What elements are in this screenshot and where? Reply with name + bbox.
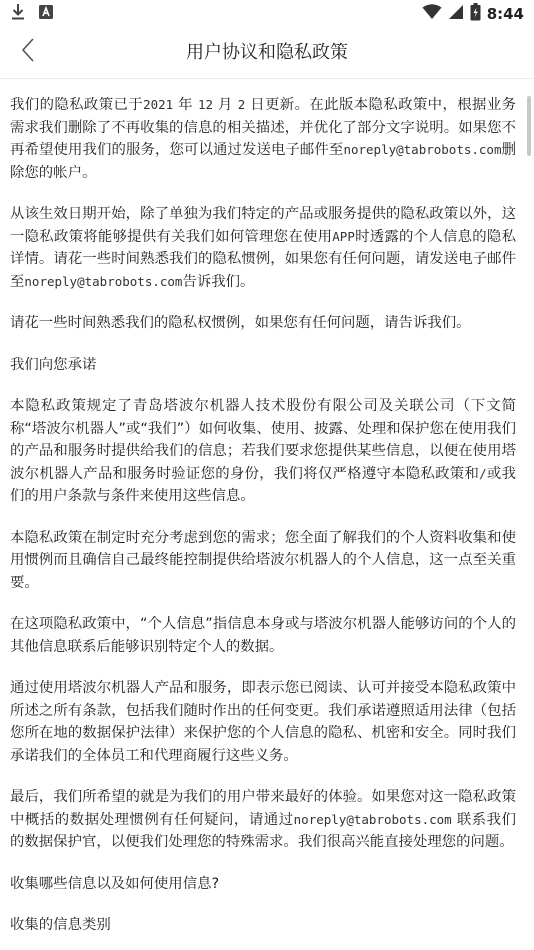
policy-paragraph-scope — [10, 395, 516, 508]
policy-paragraph-update — [10, 94, 516, 184]
status-bar — [0, 0, 534, 28]
text-segment: 删除您的帐户。 — [10, 142, 516, 181]
policy-heading-collection: 收集哪些信息以及如何使用信息? — [10, 875, 220, 892]
text-segment: 或我们的用户条款与条件来使用这些信息。 — [10, 465, 516, 504]
notification-a-icon — [38, 4, 54, 24]
scrollbar-thumb[interactable] — [527, 96, 531, 156]
status-bar-left — [10, 3, 54, 25]
policy-heading-categories: 收集的信息类别 — [10, 917, 111, 933]
update-month: 12 — [197, 97, 213, 112]
policy-content[interactable] — [10, 78, 516, 950]
policy-paragraph-contact — [10, 786, 516, 854]
text-segment: 时透露的个人信息的隐私详情。请花一些时间熟悉我们的隐私惯例，如果您有任何问题，请发送电子邮件至 — [10, 228, 516, 290]
wifi-icon — [422, 4, 442, 24]
email-link[interactable]: noreply@tabrobots.com — [343, 142, 502, 157]
month-label: 月 — [213, 97, 238, 113]
chevron-left-icon — [20, 37, 36, 67]
year-label: 年 — [173, 97, 198, 113]
text-segment: 日更新。在此版本隐私政策中，根据业务需求我们删除了不再收集的信息的相关描述，并优化了部分文字说明。如果您不再希望使用我们的服务，您可以通过发送电子邮件至 — [10, 97, 516, 158]
clock-time: 8:44 — [486, 5, 524, 23]
text-segment: 我们的隐私政策已于 — [10, 97, 144, 113]
app-text: APP — [332, 228, 355, 244]
page-title: 用户协议和隐私政策 — [186, 42, 348, 63]
back-button[interactable] — [6, 30, 50, 74]
policy-paragraph-effective-date — [10, 203, 516, 293]
policy-paragraph-questions: 请花一些时间熟悉我们的隐私权惯例，如果您有任何问题，请告诉我们。 — [10, 315, 471, 331]
text-segment: 最后，我们所希望的就是为我们的用户带来最好的体验。如果您对这一隐私政策中概括的数据处理惯例有任何疑问，请通过 — [10, 789, 516, 828]
email-link[interactable]: noreply@tabrobots.com — [293, 811, 452, 827]
download-icon — [10, 3, 26, 25]
update-year: 2021 — [143, 97, 174, 112]
policy-paragraph-needs: 本隐私政策在制定时充分考虑到您的需求；您全面了解我们的个人资料收集和使用惯例而且确信自己最终能控制提供给塔波尔机器人的个人信息，这一点至关重要。 — [10, 529, 516, 591]
update-day: 2 — [237, 97, 246, 112]
signal-icon — [448, 4, 464, 24]
policy-paragraph-acceptance: 通过使用塔波尔机器人产品和服务，即表示您已阅读、认可并接受本隐私政策中所述之所有条款，包括我们随时作出的任何变更。我们承诺遵照适用法律（包括您所在地的数据保护法律）来保护您的个人信息的隐私、机密和安全。同时我们承诺我们的全体员工和代理商履行这些义务。 — [10, 680, 516, 764]
policy-paragraph-definition: 在这项隐私政策中，“个人信息”指信息本身或与塔波尔机器人能够访问的个人的其他信息联系后能够识别特定个人的数据。 — [10, 616, 516, 655]
text-segment: 联系我们的数据保护官，以便我们处理您的特殊需求。我们很高兴能直接处理您的问题。 — [10, 811, 516, 850]
text-segment: 告诉我们。 — [182, 273, 255, 290]
nav-bar — [0, 28, 534, 79]
text-segment: 从该生效日期开始，除了单独为我们特定的产品或服务提供的隐私政策以外，这一隐私政策将能够提供有关我们如何管理您在使用 — [10, 206, 516, 245]
policy-heading-commitment: 我们向您承诺 — [10, 356, 97, 373]
status-bar-right — [422, 3, 524, 25]
email-link[interactable]: noreply@tabrobots.com — [24, 273, 183, 289]
text-segment: 本隐私政策规定了青岛塔波尔机器人技术股份有限公司及关联公司（下文简称“塔波尔机器人”或“我们”）如何收集、使用、披露、处理和保护您在使用我们的产品和服务时提供给我们的信息；若我们要求您提供某些信息，以便在使用塔波尔机器人产品和服务时验证您的身份，我们将仅严格遵守本隐私政策和 — [10, 398, 516, 482]
slash-text: / — [479, 465, 487, 481]
battery-icon — [470, 3, 481, 25]
